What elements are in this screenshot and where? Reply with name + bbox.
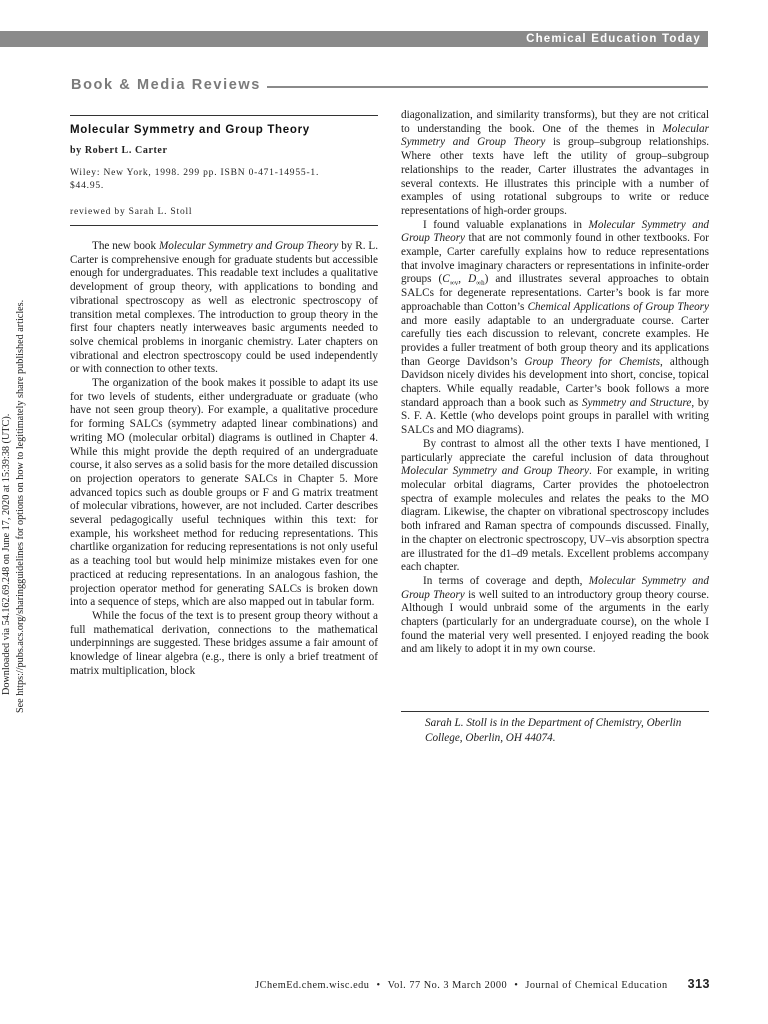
paragraph: I found valuable explanations in Molecular Symmetry and Group Theory that are not commonly found in other textbooks. For example, Carter carefully explains how to reduce representations that involve imaginary characters or representations in infinite-order groups ($C_{\infty v}$, $D_{\infty h}$) and illustrates several approaches to obtain SALCs for degenerate representations. Carter’s book is far more approachable than Cotton’s Chemical Applications of Group Theory and more easily adaptable to an undergraduate course. Carter carefully ties each discussion to relevant, concrete examples. He provides a fuller treatment of both group theory and its applications than George Davidson’s Group Theory for Chemists, although Davidson nicely divides his development into short, concise, topical chapters. While equally readable, Carter’s book follows a more standard approach than a book such as Symmetry and Structure, by S. F. A. Kettle (who develops point groups in parallel with writing SALCs and MO diagrams). — [401, 218, 710, 437]
book-box-top-rule — [70, 115, 378, 116]
page-number: 313 — [687, 977, 710, 991]
book-author: by Robert L. Carter — [70, 145, 168, 156]
paragraph: diagonalization, and similarity transforms), but they are not critical to understanding the book. One of the themes in Molecular Symmetry and Group Theory is group–subgroup relationships. Where other texts have left the utility of group–subgroup relationships to the reader, Carter illustrates the advantages in several contexts. He illustrates this principle with a number of examples of using rotational subgroups to write or reduce representations of high-order groups. — [401, 109, 709, 217]
point-group-d: D — [468, 273, 477, 286]
book-title-italic: Molecular Symmetry and Group Theory — [401, 218, 710, 245]
footer-volume: Vol. 77 No. 3 March 2000 — [387, 980, 508, 991]
book-title-italic: Molecular Symmetry and Group Theory — [158, 240, 339, 252]
download-notice-line-2: See https://pubs.acs.org/sharingguidelines for options on how to legitimately share published articles. — [15, 299, 26, 713]
point-group-c: C — [442, 273, 450, 286]
left-column — [70, 240, 378, 679]
page-footer — [240, 977, 710, 991]
book-box-bottom-rule — [70, 225, 378, 226]
running-head: Chemical Education Today — [526, 33, 701, 45]
section-rule — [267, 86, 708, 88]
paragraph: By contrast to almost all the other texts I have mentioned, I particularly appreciate the careful inclusion of data throughout Molecular Symmetry and Group Theory. For example, in writing molecular orbital diagrams, Carter provides the photoelectron spectra of example molecules and relates the peaks to the MO diagram. Likewise, the chapter on vibrational spectroscopy includes both infrared and Raman spectra of compounds discussed. Finally, in the chapter on electronic spectroscopy, UV–vis absorption spectra are illustrated for the d1–d9 metals. Excellent problems accompany each chapter. — [401, 437, 709, 574]
download-notice-line-1: Downloaded via 54.162.69.248 on June 17, 2020 at 15:39:38 (UTC). — [1, 413, 12, 695]
book-title: Molecular Symmetry and Group Theory — [70, 124, 310, 136]
section-title: Book & Media Reviews — [71, 77, 261, 93]
book-reviewer: reviewed by Sarah L. Stoll — [70, 207, 193, 217]
paragraph: The new book Molecular Symmetry and Group Theory by R. L. Carter is comprehensive enough for graduate students but accessible enough for undergraduates. This readable text includes a qualitative development of group theory, with applications to bonding and vibrational spectroscopy as well as electronic spectroscopy of transition metal complexes. The introduction to group theory in the first four chapters neatly interweaves basic arguments needed to solve chemical problems in inorganic chemistry. Later chapters on vibrational and electron spectroscopy could be used independently or with connection to other texts. — [70, 240, 378, 376]
running-head-bar — [0, 31, 708, 47]
paragraph: The organization of the book makes it possible to adapt its use for two levels of students, either undergraduate or graduate (who have not seen group theory). For example, a qualitative procedure for forming SALCs (symmetry adapted linear combinations) and writing MO (molecular orbital) diagrams is outlined in Chapter 4. While this might provide the depth required of an undergraduate course, it also serves as a solid basis for the more detailed discussion on projection operators to generate SALCs in Chapter 5. More advanced topics such as double groups or F and G matrix treatment of molecular vibrations, however, are not included. Carter describes several pedagogically useful techniques within this text: for example, his worksheet method for reducing representations. This chartlike organization for reducing representations is not only useful as a teaching tool but would help minimize mistakes even for one practiced at reducing representations. In an analogous fashion, the projection operator method for generating SALCs is broken down into a sequence of steps, which are also mapped out in tabular form. — [70, 377, 378, 609]
cited-book-title: Group Theory for Chemists — [524, 355, 661, 368]
paragraph: While the focus of the text is to present group theory without a full mathematical derivation, connections to the mathematical underpinnings are suggested. These bridges assume a fair amount of knowledge of linear algebra (e.g., there is only a brief treatment of matrix multiplication, block — [70, 609, 378, 677]
footer-journal: Journal of Chemical Education — [525, 980, 668, 991]
cited-book-title: Chemical Applications of Group Theory — [527, 300, 709, 313]
book-title-italic: Molecular Symmetry and Group Theory — [401, 465, 589, 478]
bio-rule — [401, 711, 709, 712]
download-notice — [0, 263, 30, 713]
book-title-italic: Molecular Symmetry and Group Theory — [401, 574, 709, 601]
cited-book-title: Symmetry and Structure — [581, 396, 692, 409]
footer-bullet: • — [376, 980, 381, 991]
footer-website: JChemEd.chem.wisc.edu — [255, 980, 370, 991]
book-publication-info: Wiley: New York, 1998. 299 pp. ISBN 0-471-14955-1. $44.95. — [70, 168, 320, 191]
book-info-box — [70, 115, 378, 226]
paragraph: In terms of coverage and depth, Molecular Symmetry and Group Theory is well suited to an introductory group theory course. Although I would unbraid some of the arguments in the early chapters (particularly for an undergraduate course), on the whole I found the material very well presented. I enjoyed reading the book and am likely to adopt it in my own course. — [401, 574, 709, 656]
footer-bullet: • — [514, 980, 519, 991]
section-header — [71, 75, 708, 95]
book-title-italic: Molecular Symmetry and Group Theory — [401, 122, 709, 149]
reviewer-bio: Sarah L. Stoll is in the Department of Chemistry, Oberlin College, Oberlin, OH 44074. — [425, 717, 682, 744]
right-column — [401, 109, 709, 657]
